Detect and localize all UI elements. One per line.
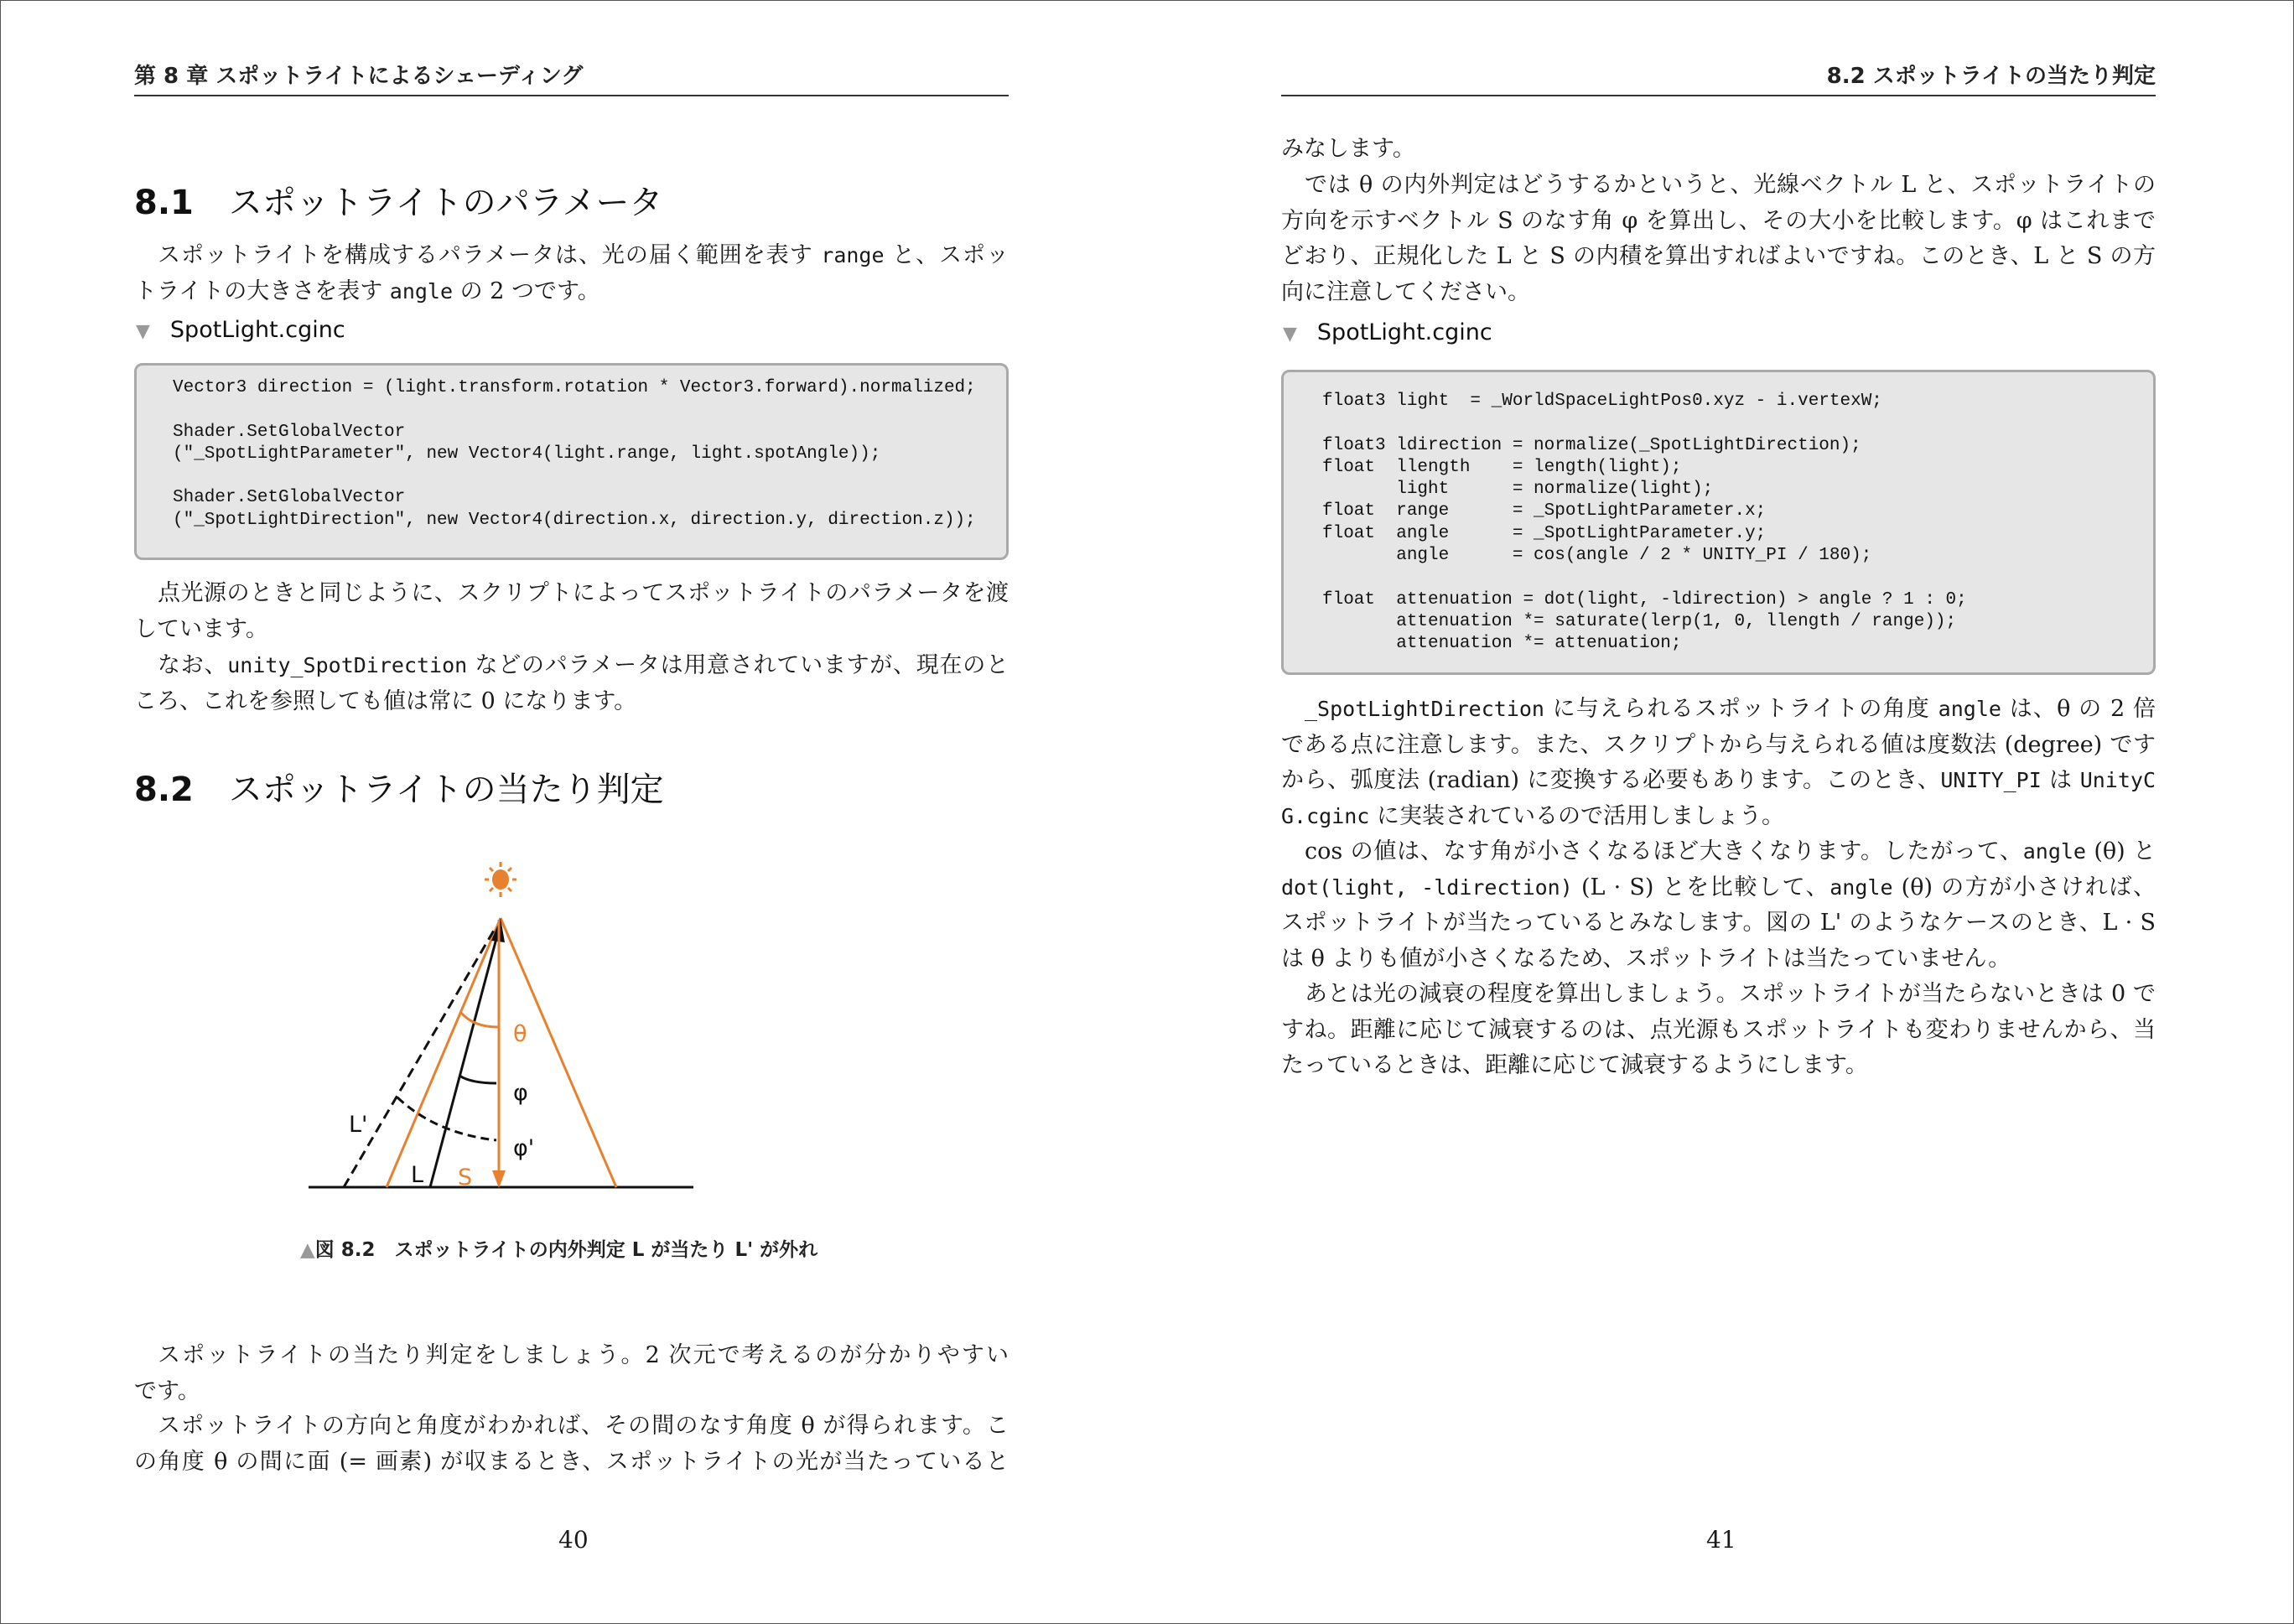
section-heading-8-1: [134, 176, 662, 224]
code-line: [173, 465, 1006, 487]
text-line: [134, 648, 1009, 684]
text-line: [1281, 239, 2156, 275]
code-block: [134, 363, 1009, 560]
section-title: スポットライトのパラメータ: [228, 184, 663, 222]
spotlight-diagram: [293, 838, 880, 1232]
section-number: 8.2: [134, 770, 194, 809]
text-run: ころ、これを参照しても値は常に 0 になります。: [134, 687, 637, 714]
text-run: 点光源のときと同じように、スクリプトによってスポットライトのパラメータを渡: [158, 580, 1009, 606]
code-block: [1281, 370, 2156, 675]
text-run: の 2 つです。: [453, 278, 600, 304]
text-run: から、弧度法 (radian) に変換する必要もあります。このとき、: [1281, 767, 1941, 793]
text-line: [1281, 1048, 2156, 1084]
text-line: [134, 238, 1009, 274]
code-line: float3 light = _WorldSpaceLightPos0.xyz - i.vertexW;: [1322, 392, 1882, 411]
inline-code: angle: [2022, 839, 2086, 864]
text-line: [1281, 275, 2156, 311]
text-run: どおり、正規化した L と S の内積を算出すればよいですね。このとき、L と S の方: [1281, 243, 2156, 269]
paragraph: [134, 1338, 1009, 1409]
code-line: Shader.SetGlobalVector: [173, 422, 406, 442]
paragraph: [134, 648, 1009, 719]
header-rule-right: [1281, 95, 2156, 96]
code-line: float llength = length(light);: [1322, 457, 1682, 477]
section-number: 8.1: [134, 184, 194, 222]
arrowhead-s: [492, 1170, 506, 1188]
code-line: attenuation *= saturate(lerp(1, 0, llength / range));: [1322, 611, 1957, 631]
inline-code: UnityC: [2079, 768, 2156, 792]
inline-code: G.cginc: [1281, 803, 1370, 828]
theta-arc: [461, 1013, 498, 1027]
text-line: [1281, 132, 2156, 168]
figure-caption: [300, 1234, 817, 1262]
section-title: スポットライトの当たり判定: [228, 770, 664, 809]
text-run: 方向を示すベクトル S のなす角 φ を算出し、その大小を比較します。φ はこれまで: [1281, 207, 2156, 234]
label-l-prime: L': [349, 1112, 368, 1138]
label-s: S: [458, 1165, 473, 1191]
paragraph: [1281, 834, 2156, 977]
phi-arc: [459, 1076, 496, 1083]
inline-code: angle: [1938, 697, 2001, 721]
text-run: cos の値は、なす角が小さくなるほど大きくなります。したがって、: [1305, 838, 2023, 864]
code-line: ("_SpotLightDirection", new Vector4(direction.x, direction.y, direction.z));: [173, 510, 976, 530]
sun-icon: [485, 862, 516, 897]
text-line: [1281, 905, 2156, 942]
text-run: は θ よりも値が小さくなるため、スポットライトは当たっていません。: [1281, 945, 2011, 972]
code-line: attenuation *= attenuation;: [1322, 634, 1682, 654]
text-run: に与えられるスポットライトの角度: [1544, 696, 1938, 722]
running-head-left: 第 8 章 スポットライトによるシェーディング: [134, 64, 584, 89]
text-run: トライトの大きさを表す: [134, 278, 390, 304]
text-line: [1281, 728, 2156, 764]
text-line: [134, 612, 1009, 648]
text-line: [1281, 942, 2156, 978]
text-line: [1281, 692, 2156, 728]
text-line: [1281, 204, 2156, 240]
code-line: angle = cos(angle / 2 * UNITY_PI / 180);: [1322, 546, 1872, 566]
text-line: [134, 274, 1009, 310]
label-phi: φ: [513, 1080, 528, 1106]
text-run: たっているときは、距離に応じて減衰するようにします。: [1281, 1052, 1868, 1078]
code-line: Vector3 direction = (light.transform.rotation * Vector3.forward).normalized;: [173, 378, 976, 397]
text-run: スポットライトの当たり判定をしましょう。2 次元で考えるのが分かりやすい: [158, 1342, 1009, 1368]
text-run: です。: [134, 1378, 200, 1404]
code-line: float attenuation = dot(light, -ldirection) > angle ? 1 : 0;: [1322, 589, 1967, 610]
code-line: [173, 399, 1006, 421]
label-l: L: [411, 1162, 424, 1188]
text-run: と、スポッ: [884, 242, 1009, 268]
paragraph: [1281, 977, 2156, 1084]
code-filename: SpotLight.cginc: [1316, 319, 1492, 345]
text-run: は、θ の 2 倍: [2001, 696, 2156, 722]
text-run: に実装されているので活用しましょう。: [1369, 802, 1784, 829]
text-run: しています。: [134, 615, 268, 642]
code-line: [1322, 567, 2153, 589]
text-run: 向に注意してください。: [1281, 278, 1530, 305]
section-heading-8-2: [134, 763, 664, 811]
code-caption: [1283, 319, 1492, 345]
text-line: [1281, 1013, 2156, 1049]
text-line: [134, 1445, 1009, 1481]
text-run: スポットライトが当たっているとみなします。図の L' のようなケースのとき、L · S: [1281, 910, 2156, 936]
text-line: [1281, 977, 2156, 1013]
text-run: では θ の内外判定はどうするかというと、光線ベクトル L と、スポットライトの: [1305, 172, 2156, 198]
text-run: (θ) の方が小さければ、: [1892, 874, 2156, 900]
inline-code: angle: [1829, 874, 1893, 900]
code-line: ("_SpotLightParameter", new Vector4(light.range, light.spotAngle));: [173, 444, 881, 464]
label-theta: θ: [513, 1021, 527, 1047]
text-run: (θ) と: [2085, 838, 2156, 864]
inline-code: range: [821, 243, 885, 267]
text-line: [134, 1338, 1009, 1374]
paragraph: [1281, 692, 2156, 834]
vector-l-prime: [344, 929, 495, 1187]
code-line: Shader.SetGlobalVector: [173, 488, 406, 508]
paragraph: [1281, 168, 2156, 310]
text-run: なお、: [158, 652, 228, 678]
text-line: [1281, 870, 2156, 906]
code-line: float angle = _SpotLightParameter.y;: [1322, 523, 1767, 543]
text-line: [134, 684, 1009, 720]
inline-code: UNITY_PI: [1940, 768, 2042, 792]
text-run: あとは光の減衰の程度を算出しましょう。スポットライトが当たらないときは 0 で: [1305, 981, 2156, 1007]
code-line: float3 ldirection = normalize(_SpotLightDirection);: [1322, 435, 1861, 455]
text-line: [134, 1409, 1009, 1445]
label-phi-prime: φ': [513, 1135, 535, 1161]
text-line: [134, 576, 1009, 612]
paragraph: [1281, 132, 2156, 168]
text-run: スポットライトを構成するパラメータは、光の届く範囲を表す: [158, 242, 822, 268]
paragraph: [134, 238, 1009, 309]
code-caption: [136, 317, 345, 343]
text-line: [134, 1374, 1009, 1410]
paragraph: [134, 1409, 1009, 1480]
code-line: float range = _SpotLightParameter.x;: [1322, 501, 1767, 521]
text-run: の角度 θ の間に面 (= 画素) が収まるとき、スポットライトの光が当たっていると: [134, 1448, 1009, 1475]
text-run: である点に注意します。また、スクリプトから与えられる値は度数法 (degree) です: [1281, 731, 2156, 758]
inline-code: angle: [389, 278, 454, 304]
code-line: light = normalize(light);: [1322, 480, 1714, 500]
text-run: みなします。: [1281, 136, 1415, 162]
text-line: [1281, 168, 2156, 204]
paragraph: [134, 576, 1009, 647]
triangle-down-icon: ▼: [1283, 324, 1297, 345]
code-filename: SpotLight.cginc: [169, 317, 345, 343]
triangle-up-icon: ▲: [300, 1239, 315, 1261]
text-line: [1281, 799, 2156, 835]
inline-code: unity_SpotDirection: [227, 653, 468, 677]
inline-code: _SpotLightDirection: [1305, 697, 1544, 721]
text-line: [1281, 763, 2156, 799]
text-run: などのパラメータは用意されていますが、現在のと: [467, 652, 1009, 678]
inline-code: dot(light, -ldirection): [1281, 874, 1573, 900]
triangle-down-icon: ▼: [136, 321, 150, 342]
page-number-right: 41: [1706, 1526, 1736, 1554]
text-line: [1281, 834, 2156, 870]
phi-prime-arc: [397, 1097, 496, 1140]
code-line: [1322, 412, 2153, 434]
figure-caption-text: 図 8.2 スポットライトの内外判定 L が当たり L' が外れ: [314, 1239, 818, 1261]
text-run: スポットライトの方向と角度がわかれば、その間のなす角度 θ が得られます。こ: [158, 1413, 1009, 1439]
text-run: すね。距離に応じて減衰するのは、点光源もスポットライトも変わりませんから、当: [1281, 1016, 2156, 1043]
text-run: は: [2041, 767, 2080, 793]
page-number-left: 40: [558, 1526, 589, 1554]
cone-edge-left: [387, 918, 501, 1187]
header-rule-left: [134, 95, 1009, 96]
text-run: (L · S) とを比較して、: [1572, 874, 1830, 900]
running-head-right: 8.2 スポットライトの当たり判定: [1826, 64, 2156, 89]
